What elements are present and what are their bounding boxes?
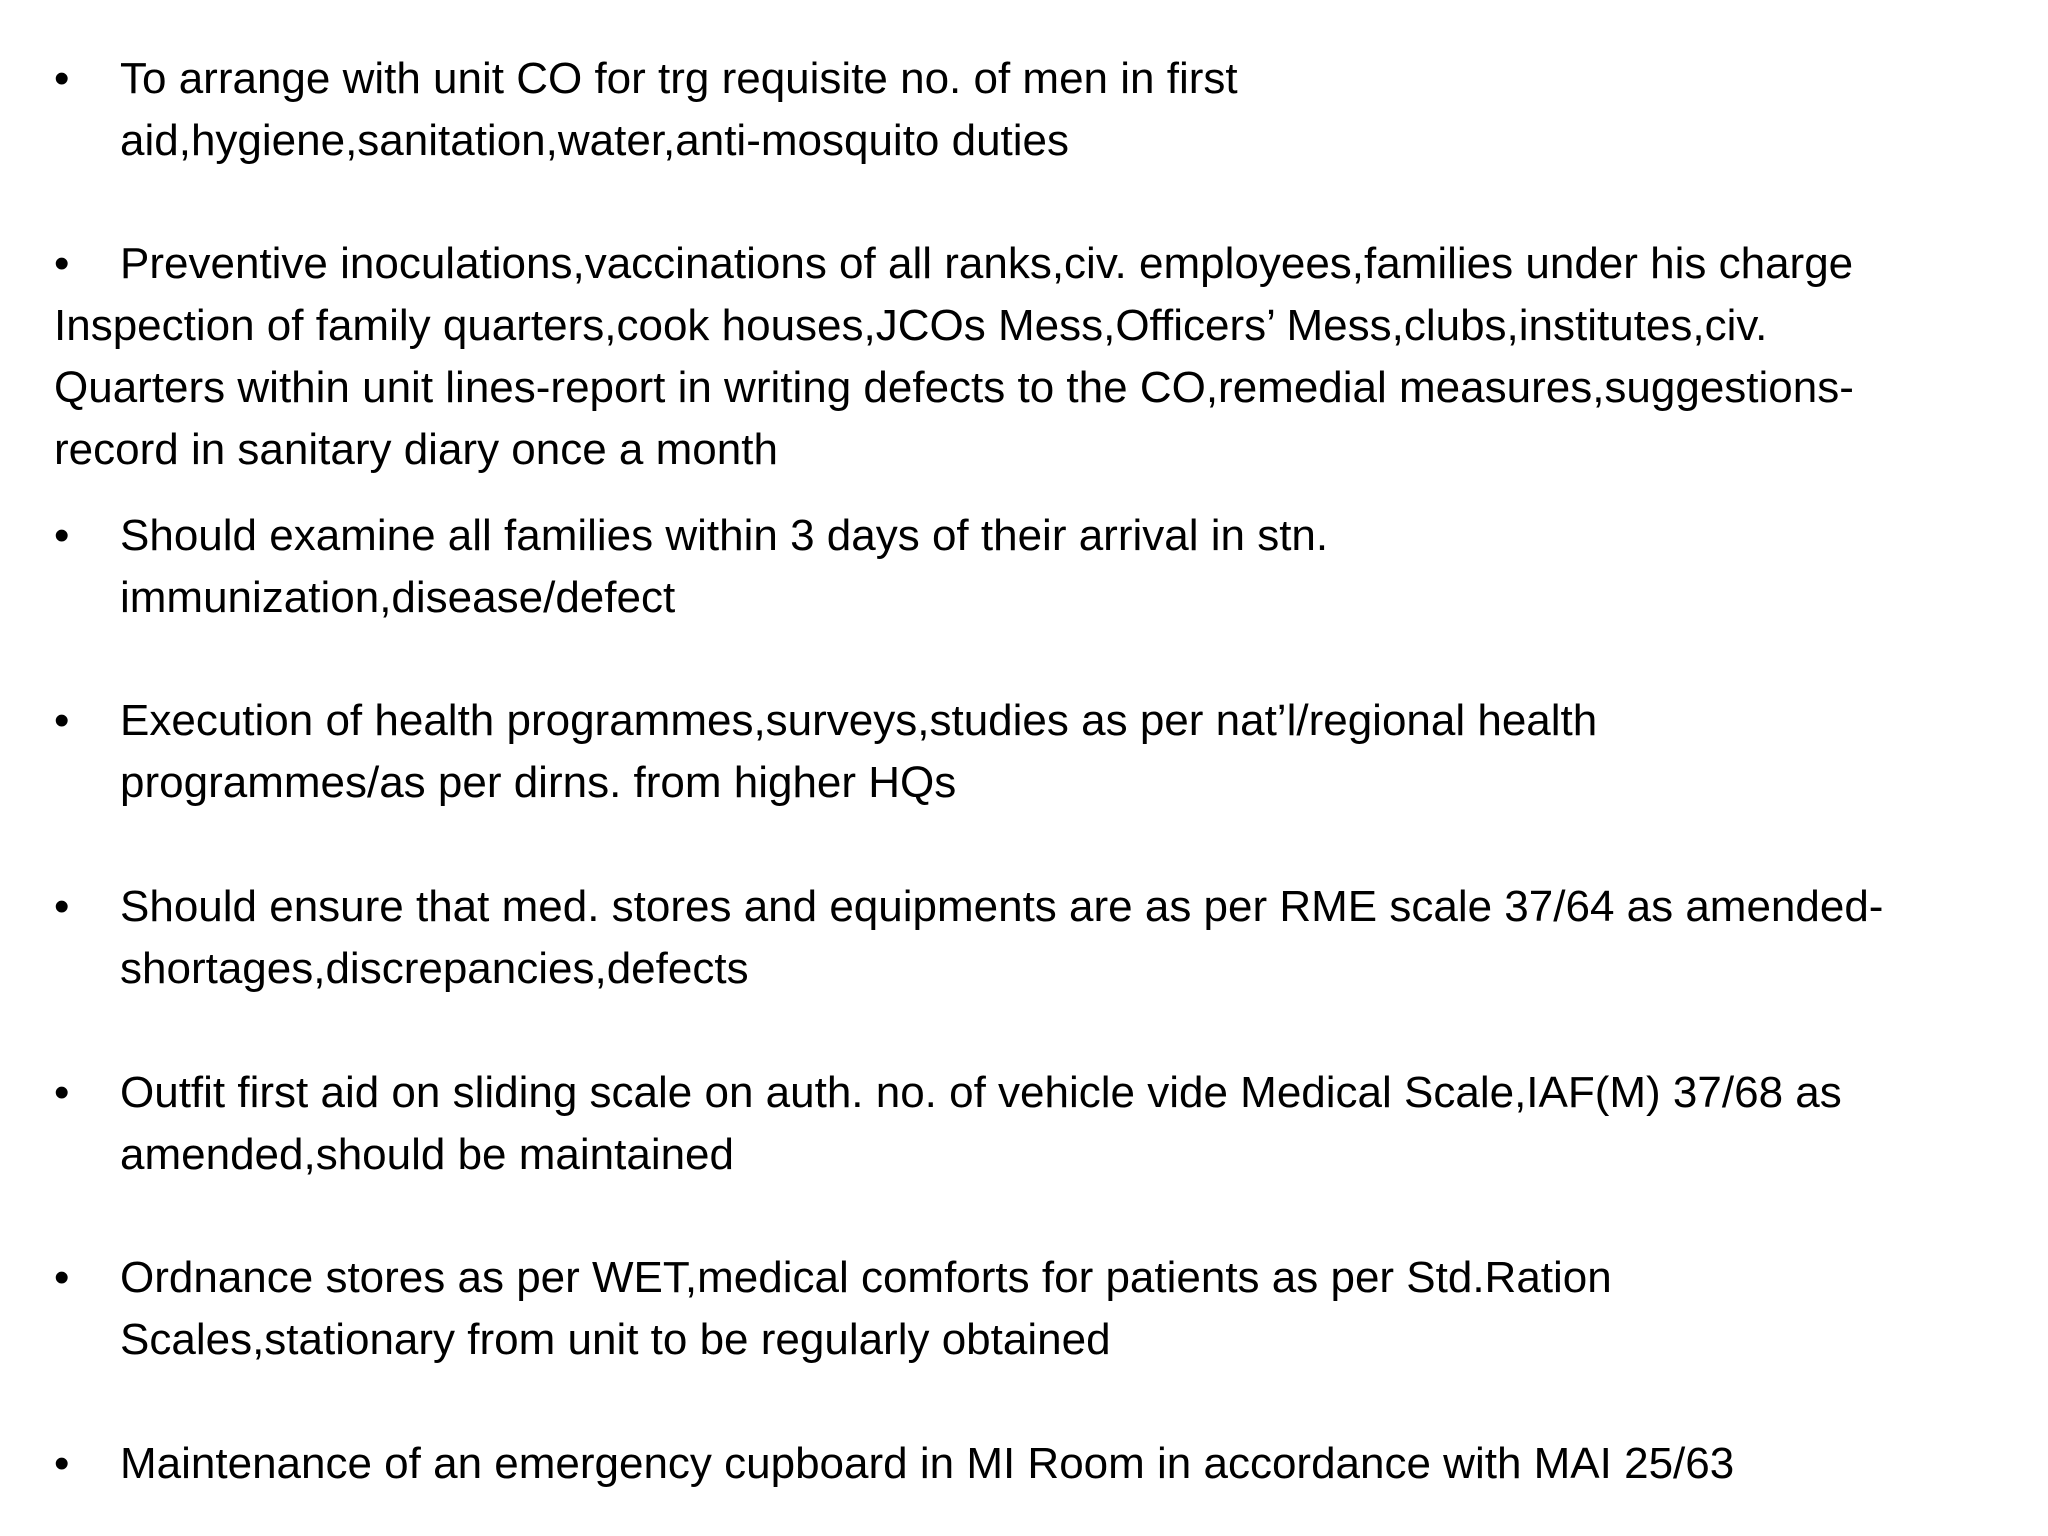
bullet-item-med-stores xyxy=(54,876,2014,1000)
bullet-item-first-aid xyxy=(54,1062,2014,1186)
bullet-item-health-programmes xyxy=(54,690,2014,814)
bullet-item-families xyxy=(54,505,2014,629)
bullet-text-line-1: Execution of health programmes,surveys,studies as per nat’l/regional health xyxy=(120,696,1598,745)
bullet-text-line-2: immunization,disease/defect xyxy=(120,573,676,622)
bullet-text-line-2: aid,hygiene,sanitation,water,anti-mosquito duties xyxy=(120,116,1070,165)
bullet-item-emergency-cupboard xyxy=(54,1433,2014,1495)
bullet-text-line-1: Ordnance stores as per WET,medical comforts for patients as per Std.Ration xyxy=(120,1253,1612,1302)
bullet-text-line-1: Outfit first aid on sliding scale on auth. no. of vehicle vide Medical Scale,IAF(M) 37/68 as xyxy=(120,1068,1842,1117)
bullet-text-line-1: Maintenance of an emergency cupboard in MI Room in accordance with MAI 25/63 xyxy=(120,1439,1735,1488)
bullet-text-line-1: To arrange with unit CO for trg requisite no. of men in first xyxy=(120,54,1238,103)
bullet-item-inoculations xyxy=(54,233,2014,481)
bullet-icon: • xyxy=(54,1068,70,1117)
bullet-icon: • xyxy=(54,1253,70,1302)
bullet-icon: • xyxy=(54,239,70,288)
bullet-text-line-4: record in sanitary diary once a month xyxy=(54,425,778,474)
bullet-icon: • xyxy=(54,511,70,560)
bullet-text-line-2: programmes/as per dirns. from higher HQs xyxy=(120,758,957,807)
bullet-text-line-1: Should examine all families within 3 days of their arrival in stn. xyxy=(120,511,1329,560)
bullet-text-line-2: shortages,discrepancies,defects xyxy=(120,944,749,993)
bullet-icon: • xyxy=(54,1439,70,1488)
bullet-text-line-1: Preventive inoculations,vaccinations of all ranks,civ. employees,families under his charge xyxy=(120,239,1854,288)
bullet-icon: • xyxy=(54,696,70,745)
bullet-text-line-2: amended,should be maintained xyxy=(120,1130,735,1179)
bullet-text-line-3: Quarters within unit lines-report in writing defects to the CO,remedial measures,suggestions- xyxy=(54,363,1854,412)
bullet-text-line-2: Scales,stationary from unit to be regularly obtained xyxy=(120,1315,1111,1364)
bullet-item-ordnance-stores xyxy=(54,1247,2014,1371)
bullet-text-line-2: Inspection of family quarters,cook houses,JCOs Mess,Officers’ Mess,clubs,institutes,civ. xyxy=(54,301,1768,350)
bullet-text-line-1: Should ensure that med. stores and equipments are as per RME scale 37/64 as amended- xyxy=(120,882,1884,931)
bullet-item-training xyxy=(54,48,2014,172)
bullet-icon: • xyxy=(54,882,70,931)
bullet-icon: • xyxy=(54,54,70,103)
